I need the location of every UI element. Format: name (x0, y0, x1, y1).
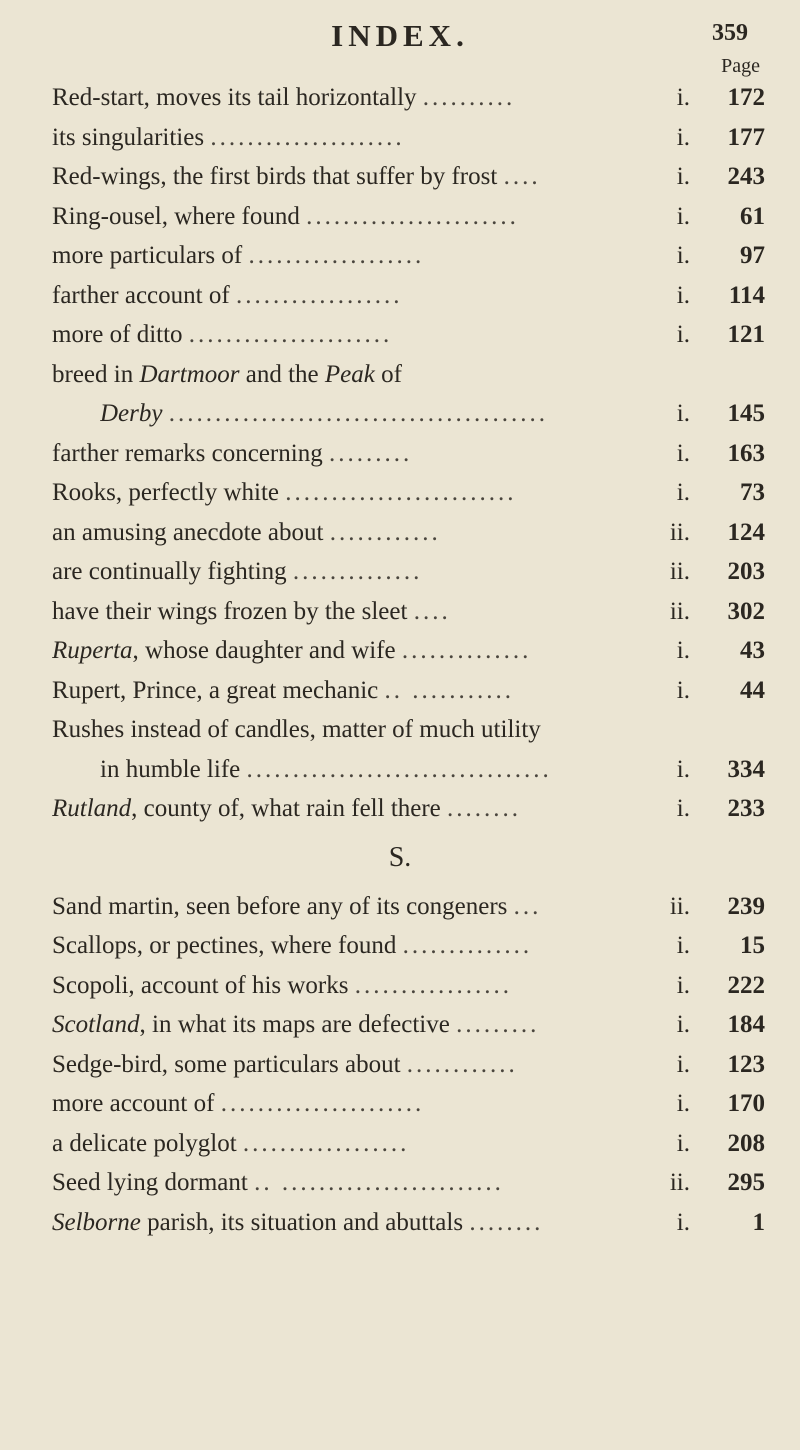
index-entry-text (52, 1163, 660, 1203)
entry-label: breed in Dartmoor and the Peak of (52, 360, 402, 388)
section-letter-s: S. (388, 841, 412, 873)
entry-label: have their wings frozen by the sleet (52, 597, 408, 625)
entry-label: more particulars of (52, 242, 243, 269)
index-entry-text (52, 966, 660, 1006)
index-entry (0, 1203, 800, 1243)
entry-volume: i. (676, 971, 690, 999)
index-entry-text (100, 750, 660, 790)
index-entry-text (52, 355, 660, 395)
index-entry-text (52, 315, 660, 355)
index-entry (0, 887, 800, 927)
entry-volume: i. (676, 676, 690, 704)
index-entry-text (52, 434, 660, 474)
index-entry-text (52, 592, 660, 632)
entry-label: an amusing anecdote about (52, 518, 324, 546)
entry-volume: i. (676, 84, 690, 111)
entry-volume: ii. (669, 892, 690, 920)
index-entry (0, 315, 800, 355)
entry-label: Rushes instead of candles, matter of much utility (52, 716, 541, 743)
index-entry-text (52, 1045, 660, 1085)
entry-volume: i. (676, 755, 690, 783)
index-entry (0, 355, 800, 395)
entry-label: its singularities (52, 123, 205, 151)
index-entry-text (52, 631, 660, 671)
index-entry (0, 276, 800, 316)
index-entry (0, 78, 800, 118)
entry-page: 239 (727, 892, 765, 920)
index-entry (0, 1124, 800, 1164)
entry-leader-dots: ... (513, 892, 542, 920)
entry-label: a delicate polyglot (52, 1129, 237, 1157)
entry-label: Sedge-bird, some particulars about (52, 1050, 401, 1078)
entry-label: more of ditto (52, 321, 183, 348)
index-entries (0, 78, 800, 1242)
entry-page: 121 (727, 321, 765, 348)
entry-label: Derby (100, 400, 163, 427)
index-entry (0, 513, 800, 553)
entry-leader-dots: ................... (248, 242, 425, 269)
entry-volume: i. (676, 1090, 690, 1117)
index-entry-text (52, 552, 660, 592)
entry-page: 222 (727, 971, 765, 999)
entry-page: 334 (727, 755, 765, 783)
entry-label: farther remarks concerning (52, 439, 323, 467)
entry-volume: i. (676, 1011, 690, 1038)
index-entry (0, 789, 800, 829)
index-entry (0, 671, 800, 711)
index-entry (0, 1005, 800, 1045)
entry-label: Rupert, Prince, a great mechanic (52, 676, 379, 704)
index-group-r (0, 78, 800, 829)
entry-label: Rutland, county of, what rain fell there (52, 795, 441, 822)
entry-volume: i. (676, 932, 690, 959)
entry-leader-dots: ................. (354, 971, 512, 999)
entry-label: Ring-ousel, where found (52, 202, 300, 230)
entry-leader-dots: .................. (235, 281, 403, 309)
entry-volume: i. (676, 795, 690, 822)
entry-page: 184 (727, 1011, 765, 1038)
entry-leader-dots: ..................... (210, 123, 405, 151)
entry-leader-dots: ......... (456, 1011, 540, 1038)
entry-volume: ii. (669, 1169, 690, 1196)
index-entry-text (52, 276, 660, 316)
entry-leader-dots: ......................... (285, 479, 517, 506)
index-entry-text (52, 1124, 660, 1164)
entry-leader-dots: ............ (329, 518, 441, 546)
entry-page: 44 (740, 676, 765, 704)
entry-volume: i. (676, 479, 690, 506)
entry-leader-dots: ......................................... (168, 400, 548, 427)
entry-page: 73 (740, 479, 765, 506)
entry-volume: i. (676, 281, 690, 309)
entry-leader-dots: ........ (447, 795, 522, 822)
entry-leader-dots: .... (413, 597, 451, 625)
entry-label: Selborne parish, its situation and abuttals (52, 1208, 464, 1236)
entry-page: 145 (727, 400, 765, 427)
entry-page: 203 (727, 558, 765, 585)
entry-page: 114 (728, 281, 765, 309)
entry-volume: i. (676, 400, 690, 427)
index-entry (0, 473, 800, 513)
entry-leader-dots: .... (503, 163, 541, 190)
entry-label: Scotland, in what its maps are defective (52, 1011, 450, 1038)
entry-leader-dots: .. ........... (384, 676, 514, 704)
entry-label: Scallops, or pectines, where found (52, 932, 397, 959)
entry-page: 172 (727, 84, 765, 111)
index-entry (0, 750, 800, 790)
entry-leader-dots: ....................... (306, 202, 519, 230)
page-column-label: Page (721, 55, 760, 77)
entry-leader-dots: .................. (242, 1129, 410, 1157)
index-entry-text (52, 926, 660, 966)
index-entry (0, 1045, 800, 1085)
entry-label: Rooks, perfectly white (52, 479, 280, 506)
entry-label: more account of (52, 1090, 215, 1117)
index-entry (0, 394, 800, 434)
entry-page: 97 (740, 242, 765, 269)
entry-label: Scopoli, account of his works (52, 971, 349, 999)
index-entry-text (52, 1005, 660, 1045)
entry-volume: i. (676, 1050, 690, 1078)
index-entry-text (52, 887, 660, 927)
index-entry-text (52, 789, 660, 829)
entry-volume: i. (676, 1129, 690, 1157)
entry-label: Ruperta, whose daughter and wife (52, 637, 396, 664)
index-entry (0, 197, 800, 237)
index-entry (0, 631, 800, 671)
index-entry-text (52, 157, 660, 197)
entry-page: 163 (727, 439, 765, 467)
page-title: INDEX. (331, 18, 469, 53)
entry-volume: ii. (669, 597, 690, 625)
entry-page: 233 (727, 795, 765, 822)
index-entry (0, 236, 800, 276)
entry-leader-dots: .............. (292, 558, 423, 585)
entry-leader-dots: .............. (402, 932, 533, 959)
index-entry (0, 966, 800, 1006)
index-entry-text (52, 710, 660, 750)
entry-volume: ii. (669, 518, 690, 546)
entry-page: 208 (727, 1129, 765, 1157)
entry-page: 243 (727, 163, 765, 190)
entry-leader-dots: .......... (422, 84, 516, 111)
entry-page: 302 (727, 597, 765, 625)
entry-volume: i. (676, 637, 690, 664)
entry-leader-dots: ......... (328, 439, 413, 467)
entry-leader-dots: .............. (401, 637, 532, 664)
entry-label: Red-wings, the first birds that suffer by frost (52, 163, 498, 190)
index-entry-text (52, 197, 660, 237)
index-entry (0, 926, 800, 966)
entry-page: 170 (727, 1090, 765, 1117)
entry-label: in humble life (100, 755, 241, 783)
entry-label: Red-start, moves its tail horizontally (52, 84, 417, 111)
entry-label: are continually fighting (52, 558, 287, 585)
entry-leader-dots: ........ (469, 1208, 544, 1236)
entry-volume: i. (676, 163, 690, 190)
entry-label: Seed lying dormant (52, 1169, 248, 1196)
entry-volume: i. (676, 439, 690, 467)
entry-label: farther account of (52, 281, 230, 309)
index-entry (0, 552, 800, 592)
index-entry (0, 592, 800, 632)
entry-volume: i. (676, 321, 690, 348)
index-entry-text (52, 78, 660, 118)
entry-leader-dots: ...................... (220, 1090, 425, 1117)
index-entry-text (52, 118, 660, 158)
entry-leader-dots: ...................... (188, 321, 393, 348)
index-entry (0, 434, 800, 474)
entry-volume: i. (676, 123, 690, 151)
entry-volume: ii. (669, 558, 690, 585)
index-entry-text (52, 1203, 660, 1243)
entry-page: 15 (740, 932, 765, 959)
index-entry-text (52, 1084, 660, 1124)
index-entry-text (52, 236, 660, 276)
entry-leader-dots: .. ........................ (254, 1169, 504, 1196)
entry-page: 295 (727, 1169, 765, 1196)
entry-leader-dots: ............ (406, 1050, 518, 1078)
index-entry-text (52, 513, 660, 553)
index-entry-text (100, 394, 660, 434)
entry-leader-dots: ................................. (246, 755, 552, 783)
entry-page: 124 (727, 518, 765, 546)
entry-volume: i. (676, 242, 690, 269)
running-head (0, 18, 800, 58)
index-entry (0, 710, 800, 750)
index-entry (0, 157, 800, 197)
index-entry-text (52, 473, 660, 513)
index-entry (0, 1084, 800, 1124)
entry-page: 1 (752, 1208, 765, 1236)
entry-page: 43 (740, 637, 765, 664)
entry-page: 61 (740, 202, 765, 230)
entry-page: 177 (727, 123, 765, 151)
entry-volume: i. (676, 202, 690, 230)
index-entry-text (52, 671, 660, 711)
entry-label: Sand martin, seen before any of its congeners (52, 892, 508, 920)
entry-volume: i. (676, 1208, 690, 1236)
index-entry (0, 118, 800, 158)
index-group-s (0, 887, 800, 1243)
page-number: 359 (712, 20, 748, 46)
entry-page: 123 (727, 1050, 765, 1078)
index-entry (0, 1163, 800, 1203)
